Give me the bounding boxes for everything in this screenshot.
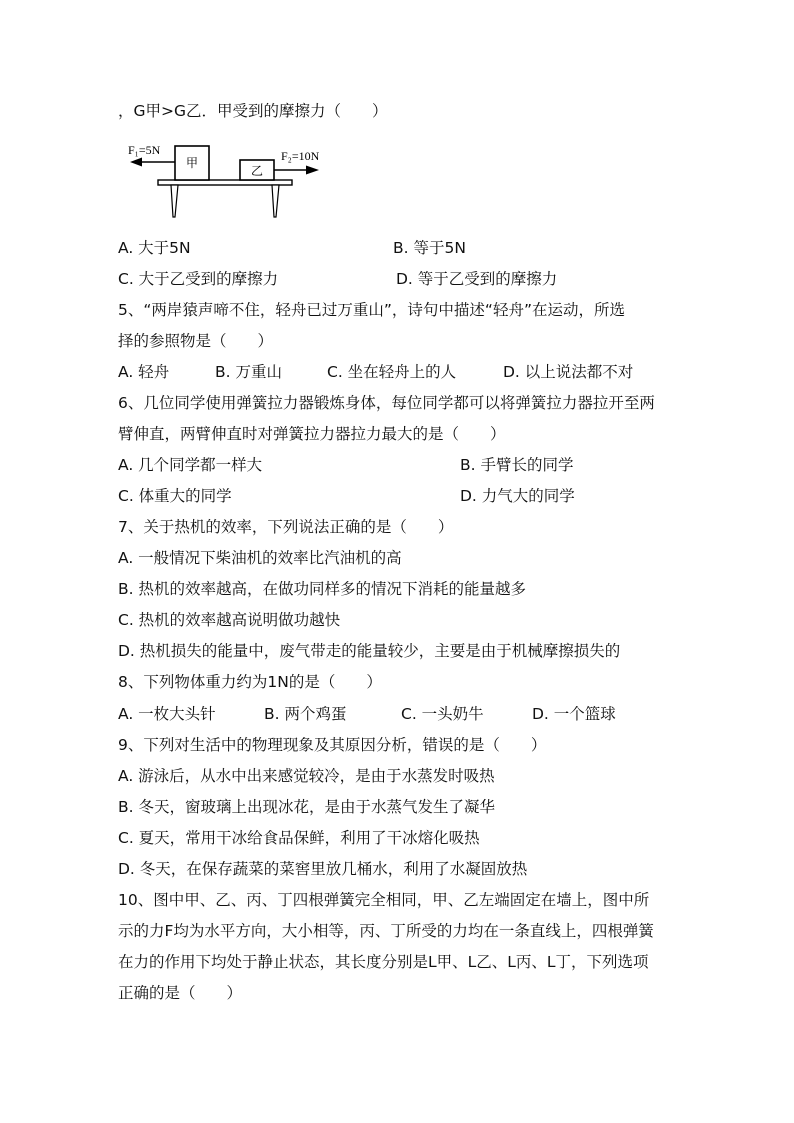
q9-option-a[interactable]: A. 游泳后，从水中出来感觉较冷，是由于水蒸发时吸热 bbox=[118, 767, 495, 785]
q5-option-c[interactable]: C. 坐在轻舟上的人 bbox=[327, 363, 457, 381]
f2-label: F₂=10N bbox=[281, 149, 320, 163]
q4-option-a[interactable]: A. 大于5N bbox=[118, 239, 191, 257]
q10-line4: 正确的是（ ） bbox=[118, 984, 243, 1002]
q6-line1: 6、几位同学使用弹簧拉力器锻炼身体，每位同学都可以将弹簧拉力器拉开至两 bbox=[118, 394, 655, 412]
q6-option-a[interactable]: A. 几个同学都一样大 bbox=[118, 456, 263, 474]
table-leg-left bbox=[171, 185, 178, 217]
q6-option-c[interactable]: C. 体重大的同学 bbox=[118, 487, 232, 505]
f2-arrow-head bbox=[306, 166, 319, 175]
q5-line2: 择的参照物是（ ） bbox=[118, 332, 274, 350]
q7-line1: 7、关于热机的效率，下列说法正确的是（ ） bbox=[118, 518, 454, 536]
q4-option-d[interactable]: D. 等于乙受到的摩擦力 bbox=[396, 270, 558, 288]
q6-line2: 臂伸直，两臂伸直时对弹簧拉力器拉力最大的是（ ） bbox=[118, 425, 506, 443]
q5-option-b[interactable]: B. 万重山 bbox=[215, 363, 282, 381]
q4-stem: ，G甲>G乙．甲受到的摩擦力（ ） bbox=[118, 102, 388, 120]
q5-option-d[interactable]: D. 以上说法都不对 bbox=[503, 363, 634, 381]
friction-figure bbox=[126, 140, 336, 226]
q8-line1: 8、下列物体重力约为1N的是（ ） bbox=[118, 673, 382, 691]
block-b-label: 乙 bbox=[250, 164, 264, 178]
q6-option-d[interactable]: D. 力气大的同学 bbox=[460, 487, 575, 505]
q9-option-d[interactable]: D. 冬天，在保存蔬菜的菜窖里放几桶水，利用了水凝固放热 bbox=[118, 860, 528, 878]
q8-option-b[interactable]: B. 两个鸡蛋 bbox=[264, 705, 347, 723]
q9-option-b[interactable]: B. 冬天，窗玻璃上出现冰花，是由于水蒸气发生了凝华 bbox=[118, 798, 495, 816]
q10-line1: 10、图中甲、乙、丙、丁四根弹簧完全相同，甲、乙左端固定在墙上，图中所 bbox=[118, 891, 650, 909]
q4-option-b[interactable]: B. 等于5N bbox=[393, 239, 466, 257]
f1-label: F₁=5N bbox=[128, 143, 161, 157]
q5-option-a[interactable]: A. 轻舟 bbox=[118, 363, 170, 381]
block-a-label: 甲 bbox=[185, 156, 199, 170]
q10-line2: 示的力F均为水平方向，大小相等，丙、丁所受的力均在一条直线上，四根弹簧 bbox=[118, 922, 654, 940]
table-leg-right bbox=[272, 185, 279, 217]
f1-arrow-head bbox=[130, 158, 142, 167]
q9-line1: 9、下列对生活中的物理现象及其原因分析，错误的是（ ） bbox=[118, 736, 547, 754]
q8-option-a[interactable]: A. 一枚大头针 bbox=[118, 705, 216, 723]
q7-option-c[interactable]: C. 热机的效率越高说明做功越快 bbox=[118, 611, 341, 629]
q5-line1: 5、“两岸猿声啼不住，轻舟已过万重山”，诗句中描述“轻舟”在运动，所选 bbox=[118, 301, 625, 319]
q8-option-c[interactable]: C. 一头奶牛 bbox=[401, 705, 484, 723]
q8-option-d[interactable]: D. 一个篮球 bbox=[532, 705, 616, 723]
q10-line3: 在力的作用下均处于静止状态，其长度分别是L甲、L乙、L丙、L丁，下列选项 bbox=[118, 953, 649, 971]
q6-option-b[interactable]: B. 手臂长的同学 bbox=[460, 456, 574, 474]
q7-option-a[interactable]: A. 一般情况下柴油机的效率比汽油机的高 bbox=[118, 549, 402, 567]
q7-option-d[interactable]: D. 热机损失的能量中，废气带走的能量较少，主要是由于机械摩擦损失的 bbox=[118, 642, 621, 660]
q7-option-b[interactable]: B. 热机的效率越高，在做功同样多的情况下消耗的能量越多 bbox=[118, 580, 526, 598]
table-diagram bbox=[126, 140, 336, 222]
q9-option-c[interactable]: C. 夏天，常用干冰给食品保鲜，利用了干冰熔化吸热 bbox=[118, 829, 480, 847]
q4-option-c[interactable]: C. 大于乙受到的摩擦力 bbox=[118, 270, 279, 288]
